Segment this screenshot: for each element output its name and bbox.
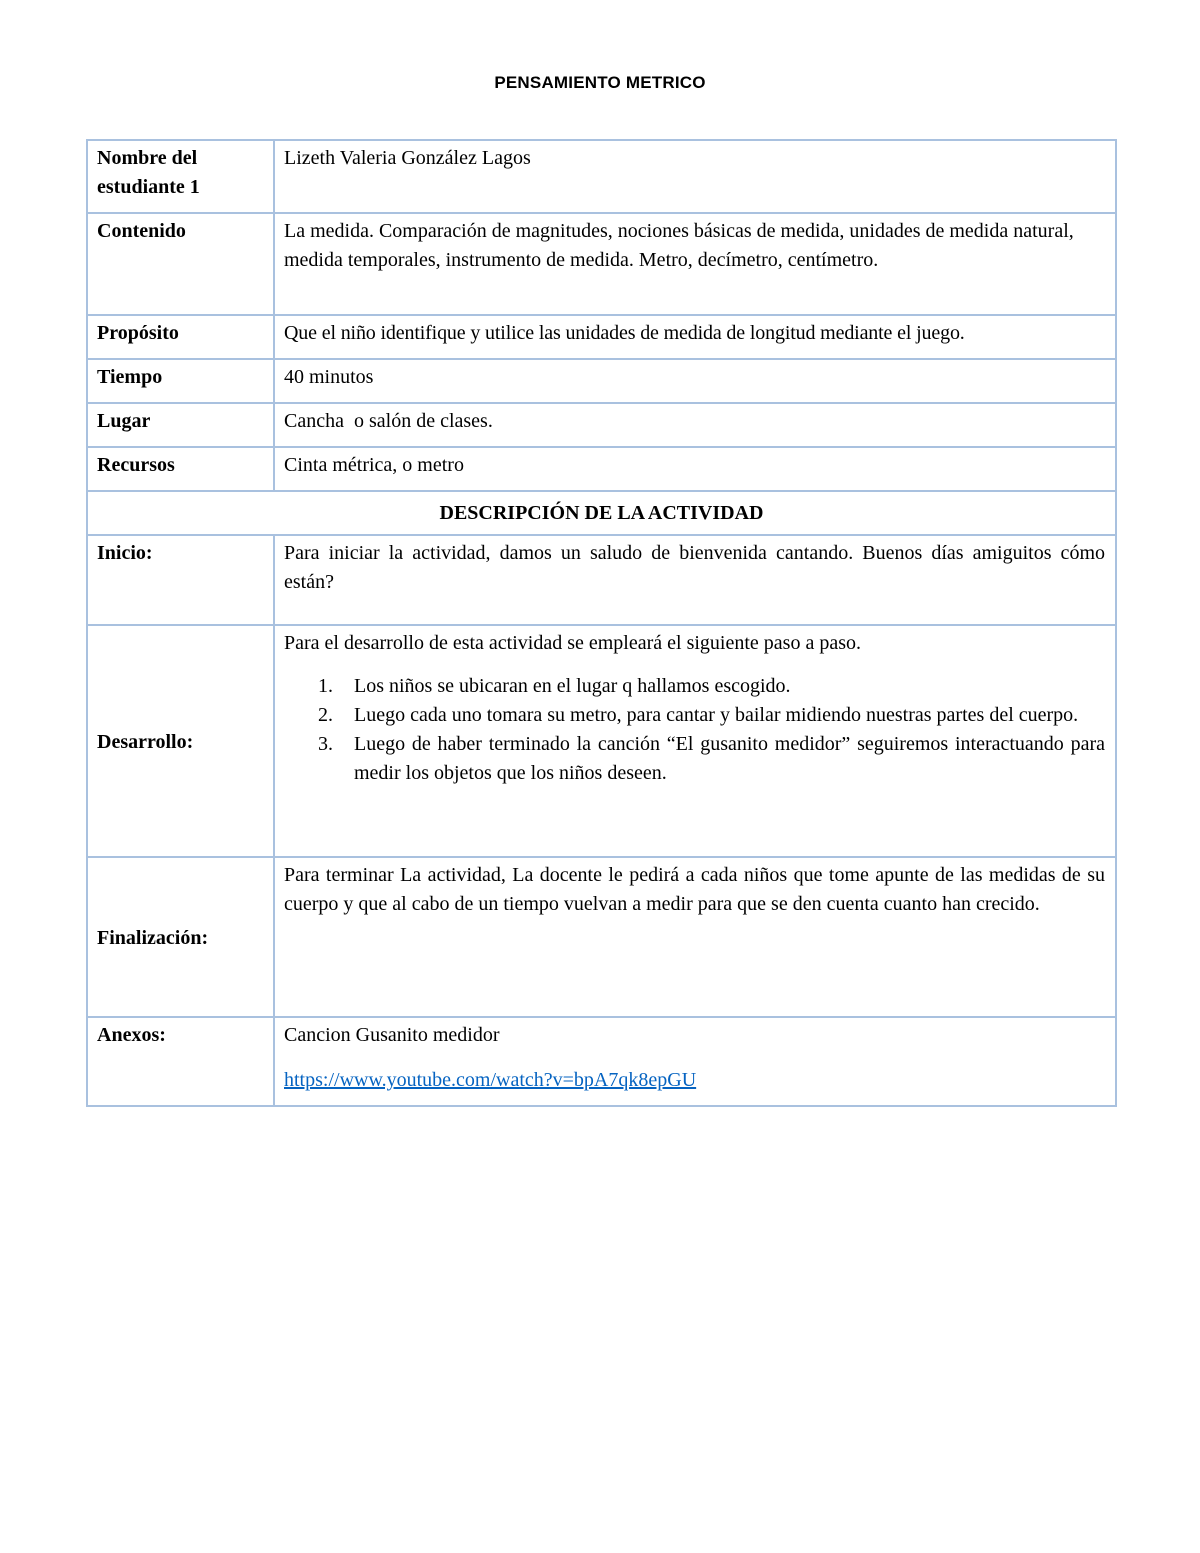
label-recursos: Recursos	[87, 447, 274, 491]
row-contenido	[87, 213, 1116, 315]
step-text: Luego cada uno tomara su metro, para cantar y bailar midiendo nuestras partes del cuerpo.	[354, 704, 1079, 726]
label-inicio: Inicio:	[87, 535, 274, 625]
row-nombre	[87, 140, 1116, 213]
row-lugar	[87, 403, 1116, 447]
value-desarrollo	[274, 625, 1116, 857]
list-item	[318, 672, 1105, 701]
section-header: DESCRIPCIÓN DE LA ACTIVIDAD	[87, 491, 1116, 535]
label-nombre: Nombre del estudiante 1	[87, 140, 274, 213]
row-section-header	[87, 491, 1116, 535]
row-desarrollo	[87, 625, 1116, 857]
label-desarrollo: Desarrollo:	[87, 625, 274, 857]
label-anexos: Anexos:	[87, 1017, 274, 1106]
document-title: PENSAMIENTO METRICO	[494, 73, 706, 92]
value-contenido: La medida. Comparación de magnitudes, nociones básicas de medida, unidades de medida natural, medida temporales, instrumento de medida. Metro, decímetro, centímetro.	[274, 213, 1116, 315]
finalizacion-text: Para terminar La actividad, La docente le pedirá a cada niños que tome apunte de las medidas de su cuerpo y que al cabo de un tiempo vuelvan a medir para que se den cuenta cuanto han crecido.	[284, 864, 1105, 915]
row-recursos	[87, 447, 1116, 491]
step-number: 1.	[318, 675, 333, 697]
value-anexos	[274, 1017, 1116, 1106]
value-inicio	[274, 535, 1116, 625]
label-finalizacion: Finalización:	[87, 857, 274, 1017]
step-number: 3.	[318, 733, 333, 755]
row-finalizacion	[87, 857, 1116, 1017]
label-lugar: Lugar	[87, 403, 274, 447]
activity-plan-table	[86, 139, 1117, 1107]
value-tiempo: 40 minutos	[274, 359, 1116, 403]
list-item	[318, 730, 1105, 788]
youtube-link[interactable]: https://www.youtube.com/watch?v=bpA7qk8epGU	[284, 1069, 697, 1091]
inicio-text: Para iniciar la actividad, damos un saludo de bienvenida cantando. Buenos días amiguitos cómo están?	[284, 542, 1105, 593]
anexos-song: Cancion Gusanito medidor	[284, 1024, 500, 1046]
step-number: 2.	[318, 704, 333, 726]
label-contenido: Contenido	[87, 213, 274, 315]
label-proposito: Propósito	[87, 315, 274, 359]
list-item	[318, 701, 1105, 730]
value-proposito: Que el niño identifique y utilice las unidades de medida de longitud mediante el juego.	[274, 315, 1116, 359]
label-tiempo: Tiempo	[87, 359, 274, 403]
step-text: Luego de haber terminado la canción “El gusanito medidor” seguiremos interactuando para medir los objetos que los niños deseen.	[354, 733, 1105, 784]
row-anexos	[87, 1017, 1116, 1106]
row-inicio	[87, 535, 1116, 625]
desarrollo-steps	[284, 672, 1105, 788]
value-finalizacion	[274, 857, 1116, 1017]
value-lugar: Cancha o salón de clases.	[274, 403, 1116, 447]
desarrollo-intro: Para el desarrollo de esta actividad se empleará el siguiente paso a paso.	[284, 632, 861, 654]
row-proposito	[87, 315, 1116, 359]
value-nombre: Lizeth Valeria González Lagos	[274, 140, 1116, 213]
value-recursos: Cinta métrica, o metro	[274, 447, 1116, 491]
step-text: Los niños se ubicaran en el lugar q hallamos escogido.	[354, 675, 791, 697]
row-tiempo	[87, 359, 1116, 403]
